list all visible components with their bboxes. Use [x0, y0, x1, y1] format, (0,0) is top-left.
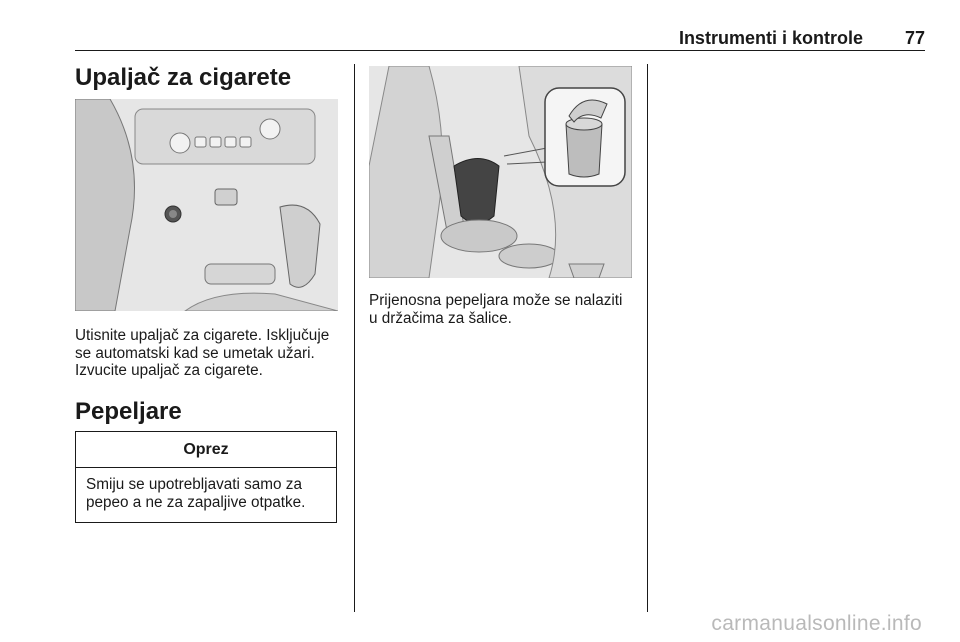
page-header [75, 26, 925, 50]
ashtray-illustration [369, 66, 632, 278]
caution-title: Oprez [76, 432, 336, 468]
column-divider-1 [354, 64, 355, 612]
page-number: 77 [904, 27, 925, 48]
text-line: se automatski kad se umetak užari. [75, 344, 315, 362]
column-divider-2 [647, 64, 648, 612]
text-line: Prijenosna pepeljara može se nalaziti [369, 292, 623, 309]
heading-ashtrays: Pepeljare [75, 398, 182, 425]
heading-cigarette-lighter: Upaljač za cigarete [75, 64, 292, 91]
cigarette-lighter-illustration [75, 99, 338, 311]
text-line: Utisnite upaljač za cigarete. Isključuje [75, 327, 330, 344]
text-line: u držačima za šalice. [369, 309, 512, 327]
header-divider [75, 50, 925, 51]
watermark: carmanualsonline.info [711, 612, 922, 635]
caution-box [75, 431, 337, 523]
text-line: Smiju se upotrebljavati samo za [86, 476, 302, 493]
lighter-instructions [75, 327, 345, 380]
text-line: pepeo a ne za zapaljive otpatke. [86, 493, 306, 511]
section-title: Instrumenti i kontrole [678, 27, 863, 48]
ashtray-caption [369, 292, 644, 327]
text-line: Izvucite upaljač za cigarete. [75, 362, 263, 379]
caution-text [76, 468, 336, 519]
